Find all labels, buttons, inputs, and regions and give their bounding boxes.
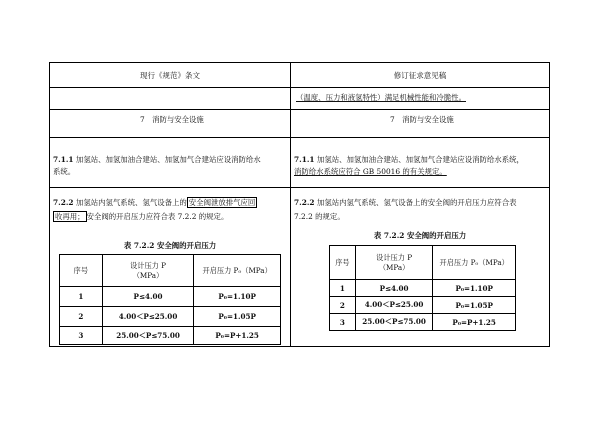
cell-open: P₀=P+1.25	[194, 327, 281, 345]
col-design-label: 设计压力 P	[130, 260, 166, 270]
table-row	[330, 297, 516, 314]
section-heading-left: 7 消防与安全设施	[140, 115, 204, 124]
table-header-row	[60, 255, 281, 287]
clause-722-right	[294, 196, 550, 224]
cell-open: P₀=1.10P	[433, 280, 516, 297]
table-row	[330, 280, 516, 297]
table-row	[60, 307, 281, 327]
row-divider	[50, 187, 549, 188]
clause-text: 加氢站、加氢加油合建站、加氢加气合建站应设消防给水	[73, 155, 261, 164]
cell-design: 25.00＜P≤75.00	[102, 327, 194, 345]
cell-design: P≤4.00	[102, 287, 194, 307]
clause-number: 7.2.2	[53, 198, 74, 207]
clause-number: 7.2.2	[294, 198, 315, 207]
col-design-pressure	[355, 246, 433, 280]
table-row	[60, 287, 281, 307]
clause-711-left	[53, 154, 287, 178]
clause-text: 加氢站、加氢加油合建站、加氢加气合建站应设消防给水系统，	[314, 155, 524, 164]
cell-seq: 1	[60, 287, 103, 307]
header-current-clause: 现行《规范》条文	[140, 71, 200, 80]
cell-design: 4.00＜P≤25.00	[355, 297, 433, 314]
col-design-unit: （MPa）	[378, 262, 410, 272]
col-design-unit: （MPa）	[132, 270, 164, 280]
col-seq: 序号	[330, 246, 356, 280]
table-row	[60, 327, 281, 345]
cell-design: 4.00＜P≤25.00	[102, 307, 194, 327]
col-opening-pressure: 开启压力 P₀（MPa）	[433, 246, 516, 280]
deleted-text: 收再用；	[55, 212, 85, 221]
cell-design: P≤4.00	[355, 280, 433, 297]
deleted-text: 安全阀泄放排气应回	[188, 198, 256, 207]
clause-711-right	[294, 154, 550, 178]
column-divider	[290, 63, 291, 346]
clause-text: 加氢站内氢气系统、氢气设备上的	[73, 198, 187, 207]
clause-number: 7.1.1	[53, 155, 74, 164]
clause-text: 加氢站内氢气系统、氢气设备上的安全阀的开启压力应符合表	[314, 198, 517, 207]
row-divider	[50, 109, 549, 110]
table-row	[330, 314, 516, 331]
valve-table-left	[59, 254, 281, 345]
cell-open: P₀=1.10P	[194, 287, 281, 307]
col-design-label: 设计压力 P	[376, 252, 413, 262]
valve-table-right	[329, 245, 516, 331]
clause-text: 7.2.2 的规定。	[294, 212, 345, 221]
clause-722-left	[53, 196, 289, 224]
col-seq: 序号	[60, 255, 103, 287]
row-divider	[50, 137, 549, 138]
section-heading-right: 7 消防与安全设施	[390, 115, 454, 124]
cell-seq: 3	[60, 327, 103, 345]
cell-open: P₀=P+1.25	[433, 314, 516, 331]
col-opening-pressure: 开启压力 P₀（MPa）	[194, 255, 281, 287]
carryover-text: （温度、压力和液氢特性）满足机械性能和冷脆性。	[296, 93, 466, 102]
cell-open: P₀=1.05P	[433, 297, 516, 314]
cell-seq: 2	[60, 307, 103, 327]
table-caption-left: 表 7.2.2 安全阀的开启压力	[123, 241, 217, 250]
table-caption-right: 表 7.2.2 安全阀的开启压力	[373, 231, 467, 240]
cell-seq: 1	[330, 280, 356, 297]
table-header-row	[330, 246, 516, 280]
clause-text-added: 消防给水系统应符合 GB 50016 的有关规定。	[294, 167, 447, 176]
col-design-pressure	[102, 255, 194, 287]
comparison-table	[49, 62, 550, 347]
cell-seq: 3	[330, 314, 356, 331]
row-divider	[50, 87, 549, 88]
clause-text: 安全阀的开启压力应符合表 7.2.2 的规定。	[86, 212, 229, 221]
clause-number: 7.1.1	[294, 155, 315, 164]
clause-text: 系统。	[53, 167, 76, 176]
cell-seq: 2	[330, 297, 356, 314]
cell-design: 25.00＜P≤75.00	[355, 314, 433, 331]
header-revision-draft: 修订征求意见稿	[393, 71, 447, 80]
cell-open: P₀=1.05P	[194, 307, 281, 327]
